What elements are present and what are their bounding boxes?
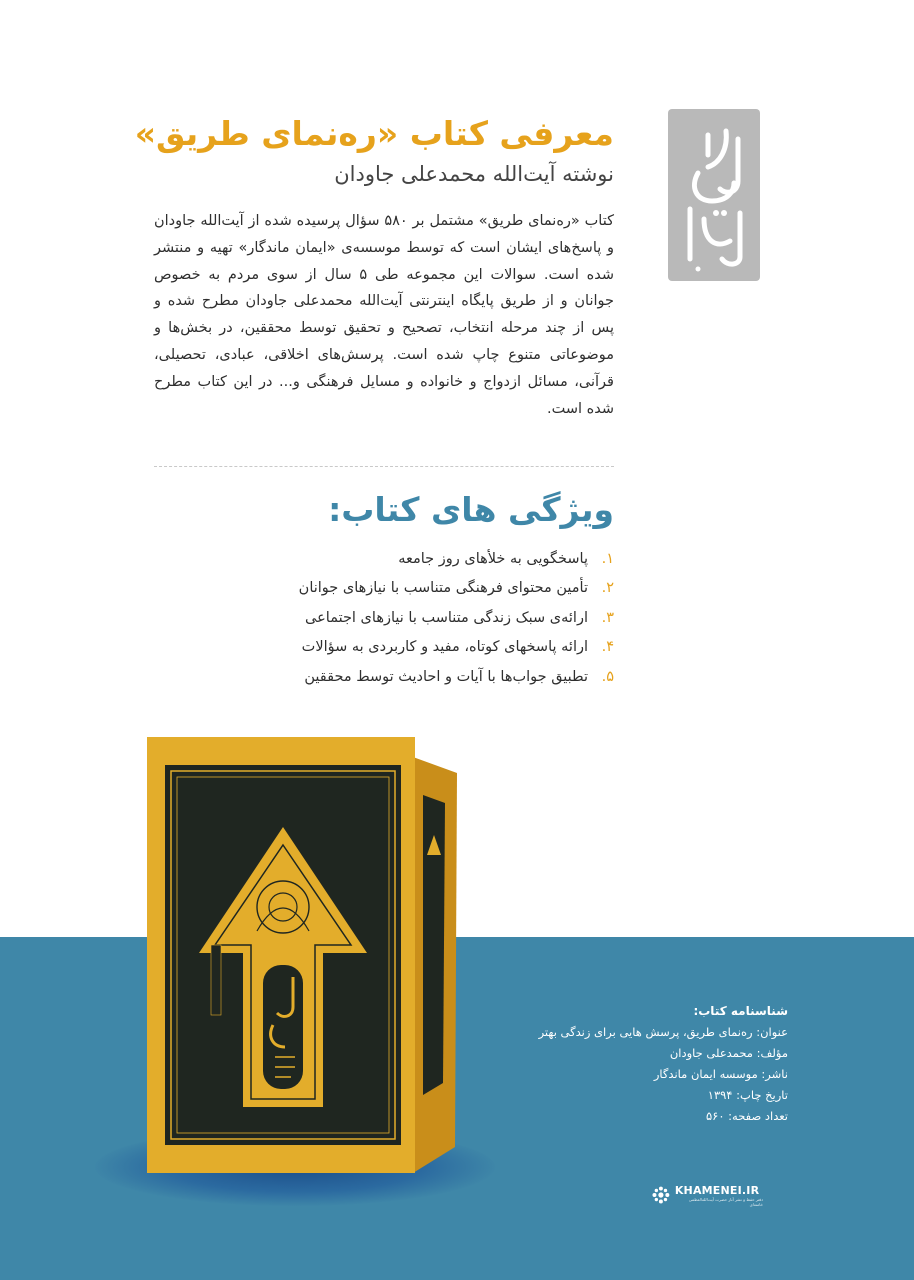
khamenei-flower-icon [651, 1185, 671, 1205]
feature-number: ۲. [601, 580, 614, 597]
book-info-author: مؤلف: محمدعلی جاودان [669, 1046, 788, 1060]
book-info-heading: شناسنامه کتاب: [693, 1004, 788, 1018]
book-logo [668, 109, 760, 281]
book-cover-illustration [145, 735, 465, 1175]
brand-tagline: دفتر حفظ و نشر آثار حضرت آیت‌الله‌العظمی خامنه‌ای [688, 1196, 763, 1207]
khamenei-brand[interactable] [651, 1180, 763, 1210]
feature-number: ۱. [601, 550, 614, 567]
feature-item [299, 662, 614, 692]
calligraphy-logo-icon [668, 109, 760, 281]
feature-item [299, 603, 614, 633]
feature-item [299, 633, 614, 663]
feature-text: ارائه پاسخهای کوتاه، مفید و کاربردی به سؤالات [301, 639, 588, 656]
feature-text: تأمین محتوای فرهنگی متناسب با نیازهای جوانان [298, 580, 588, 597]
feature-item [299, 544, 614, 574]
feature-number: ۴. [601, 639, 614, 656]
feature-number: ۳. [601, 609, 614, 626]
book-info-publisher: ناشر: موسسه ایمان ماندگار [653, 1067, 788, 1081]
feature-text: پاسخگویی به خلأهای روز جامعه [398, 550, 588, 567]
features-heading: ویژگی های کتاب: [328, 490, 614, 529]
feature-text: تطبیق جواب‌ها با آیات و احادیث توسط محققین [304, 668, 588, 685]
feature-number: ۵. [601, 668, 614, 685]
page-title: معرفی کتاب «ره‌نمای طریق» [134, 114, 614, 153]
book-cover-svg [145, 735, 465, 1175]
brand-name: KHAMENEI.IR [674, 1183, 760, 1197]
book-info-date: تاریخ چاپ: ۱۳۹۴ [707, 1088, 788, 1102]
feature-text: ارائه‌ی سبک زندگی متناسب با نیازهای اجتماعی [305, 609, 588, 626]
book-info-block [539, 1001, 788, 1127]
intro-paragraph: کتاب «ره‌نمای طریق» مشتمل بر ۵۸۰ سؤال پرسیده شده از آیت‌الله جاودان و پاسخ‌های ایشان است که توسط موسسه‌ی «ایمان ماندگار» تهیه و منتشر شده است. سوالات این مجموعه طی ۵ سال از سوی مردم به خصوص جوانان و از طریق پایگاه اینترنتی آیت‌الله محمدعلی جاودان مطرح شده و پس از چند مرحله انتخاب، تصحیح و تحقیق توسط محققین، در بخش‌ها و موضوعاتی متنوع چاپ شده است. پرسش‌های اخلاقی، عبادی، تحصیلی، قرآنی، مسائل ازدواج و خانواده و مسایل فرهنگی و... در این کتاب مطرح شده است. [154, 213, 614, 417]
author-subtitle: نوشته آیت‌الله محمدعلی جاودان [334, 162, 614, 186]
features-list [299, 544, 614, 692]
section-divider [154, 466, 614, 467]
feature-item [299, 574, 614, 604]
book-info-pages: تعداد صفحه: ۵۶۰ [706, 1109, 788, 1123]
book-info-title: عنوان: ره‌نمای طریق، پرسش هایی برای زندگی بهتر [538, 1025, 788, 1039]
